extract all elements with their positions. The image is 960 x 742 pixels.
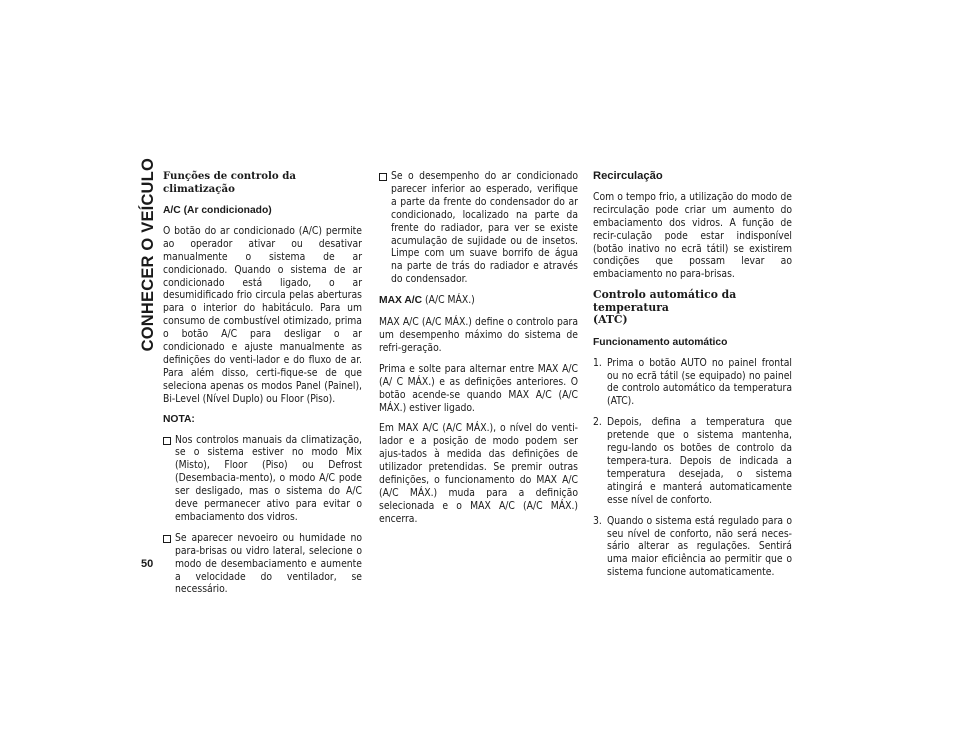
item-number: 2. [593, 416, 602, 429]
atc-heading-line-2: (ATC) [593, 313, 628, 327]
item-text: Quando o sistema está regulado para o seu nível de conforto, não será neces-sário alterar as regulações. Sentirá uma maior eficiência ao permitir que o sistema funcione automaticamente. [607, 514, 792, 579]
column-1 [163, 170, 362, 604]
checkbox-bullet-icon [379, 173, 387, 181]
bullet-text: Nos controlos manuais da climatização, se o sistema estiver no modo Mix (Misto), Floor (Piso) ou Defrost (Desembacia-mento), o modo A/C pode ser desligado, mas o sistema do A/C deve permanecer ativo para evitar o embaciamento dos vidros. [175, 433, 362, 523]
max-ac-label: MAX A/C [379, 295, 423, 307]
checkbox-bullet-icon [163, 535, 171, 543]
item-text: Prima o botão AUTO no painel frontal ou no ecrã tátil (se equipado) no painel de controlo automático da temperatura (ATC). [607, 356, 792, 408]
note-bullet [379, 170, 578, 286]
section-title: CONHECER O VEÍCULO [138, 158, 157, 352]
numbered-item [593, 357, 792, 409]
recirculation-heading: Recirculação [593, 170, 663, 182]
max-ac-label-suffix: (A/C MÁX.) [422, 294, 475, 307]
ac-subheading: A/C (Ar condicionado) [163, 205, 272, 216]
atc-heading-line-1: Controlo automático da temperatura [593, 288, 737, 314]
section-side-tab [138, 158, 158, 358]
max-ac-label-line [379, 294, 578, 308]
bullet-text: Se o desempenho do ar condicionado parecer inferior ao esperado, verifique a parte da frente do condensador do ar condicionado, localizado na parte da frente do radiador, para ver se existe acumulação de sujidade ou de insetos. Limpe com um suave borrifo de água na parte de trás do radiador e através do condensador. [391, 170, 578, 286]
max-ac-paragraph-1: MAX A/C (A/C MÁX.) define o controlo para um desempenho máximo do sistema de refri-geração. [379, 316, 578, 354]
max-ac-paragraph-3: Em MAX A/C (A/C MÁX.), o nível do venti-lador e a posição de modo podem ser ajus-tados à medida das definições de utilizador pretendidas. Se premir outras definições, o funcionamento do MAX A/C (A/C MÁX.) muda para a definição selecionada e o MAX A/C (A/C MÁX.) encerra. [379, 422, 578, 525]
note-bullet [163, 434, 362, 524]
item-number: 1. [593, 356, 602, 369]
column-3 [593, 170, 792, 587]
max-ac-paragraph-2: Prima e solte para alternar entre MAX A/C (A/ C MÁX.) e as definições anteriores. O botão acende-se quando MAX A/C (A/C MÁX.) estiver ligado. [379, 362, 578, 414]
page-number: 50 [141, 558, 154, 570]
column-2 [379, 170, 578, 534]
numbered-item [593, 416, 792, 506]
checkbox-bullet-icon [163, 437, 171, 445]
note-label: NOTA: [163, 413, 195, 425]
bullet-text: Se aparecer nevoeiro ou humidade no para-brisas ou vidro lateral, selecione o modo de desembaciamento e aumente a velocidade do ventilador, se necessário. [175, 531, 362, 596]
atc-heading [593, 289, 792, 327]
auto-operation-subheading: Funcionamento automático [593, 336, 728, 348]
climate-functions-heading: Funções de controlo da climatização [163, 170, 296, 195]
ac-paragraph: O botão do ar condicionado (A/C) permite ao operador ativar ou desativar manualmente o sistema de ar condicionado. Quando o sistema de ar condicionado está ligado, o ar desumidificado frio circula pelas aberturas para o interior do habitáculo. Para um consumo de combustível otimizado, prima o botão A/C para desligar o ar condicionado e ajuste manualmente as definições do venti-lador e do fluxo de ar. Para além disso, certi-fique-se de que seleciona apenas os modos Panel (Painel), Bi-Level (Nível Duplo) ou Floor (Piso). [163, 224, 362, 405]
numbered-item [593, 515, 792, 580]
recirculation-paragraph: Com o tempo frio, a utilização do modo de recirculação pode criar um aumento do embaciamento dos vidros. A função de recir-culação pode estar indisponível (botão inativo no ecrã tátil) se existirem condições que possam levar ao embaciamento no para-brisas. [593, 190, 792, 281]
note-bullet [163, 532, 362, 597]
item-text: Depois, defina a temperatura que pretende que o sistema mantenha, regu-lando os botões de controlo da tempera-tura. Depois de indicada a temperatura desejada, o sistema atingirá e manterá automaticamente esse nível de conforto. [607, 416, 792, 506]
item-number: 3. [593, 514, 602, 527]
